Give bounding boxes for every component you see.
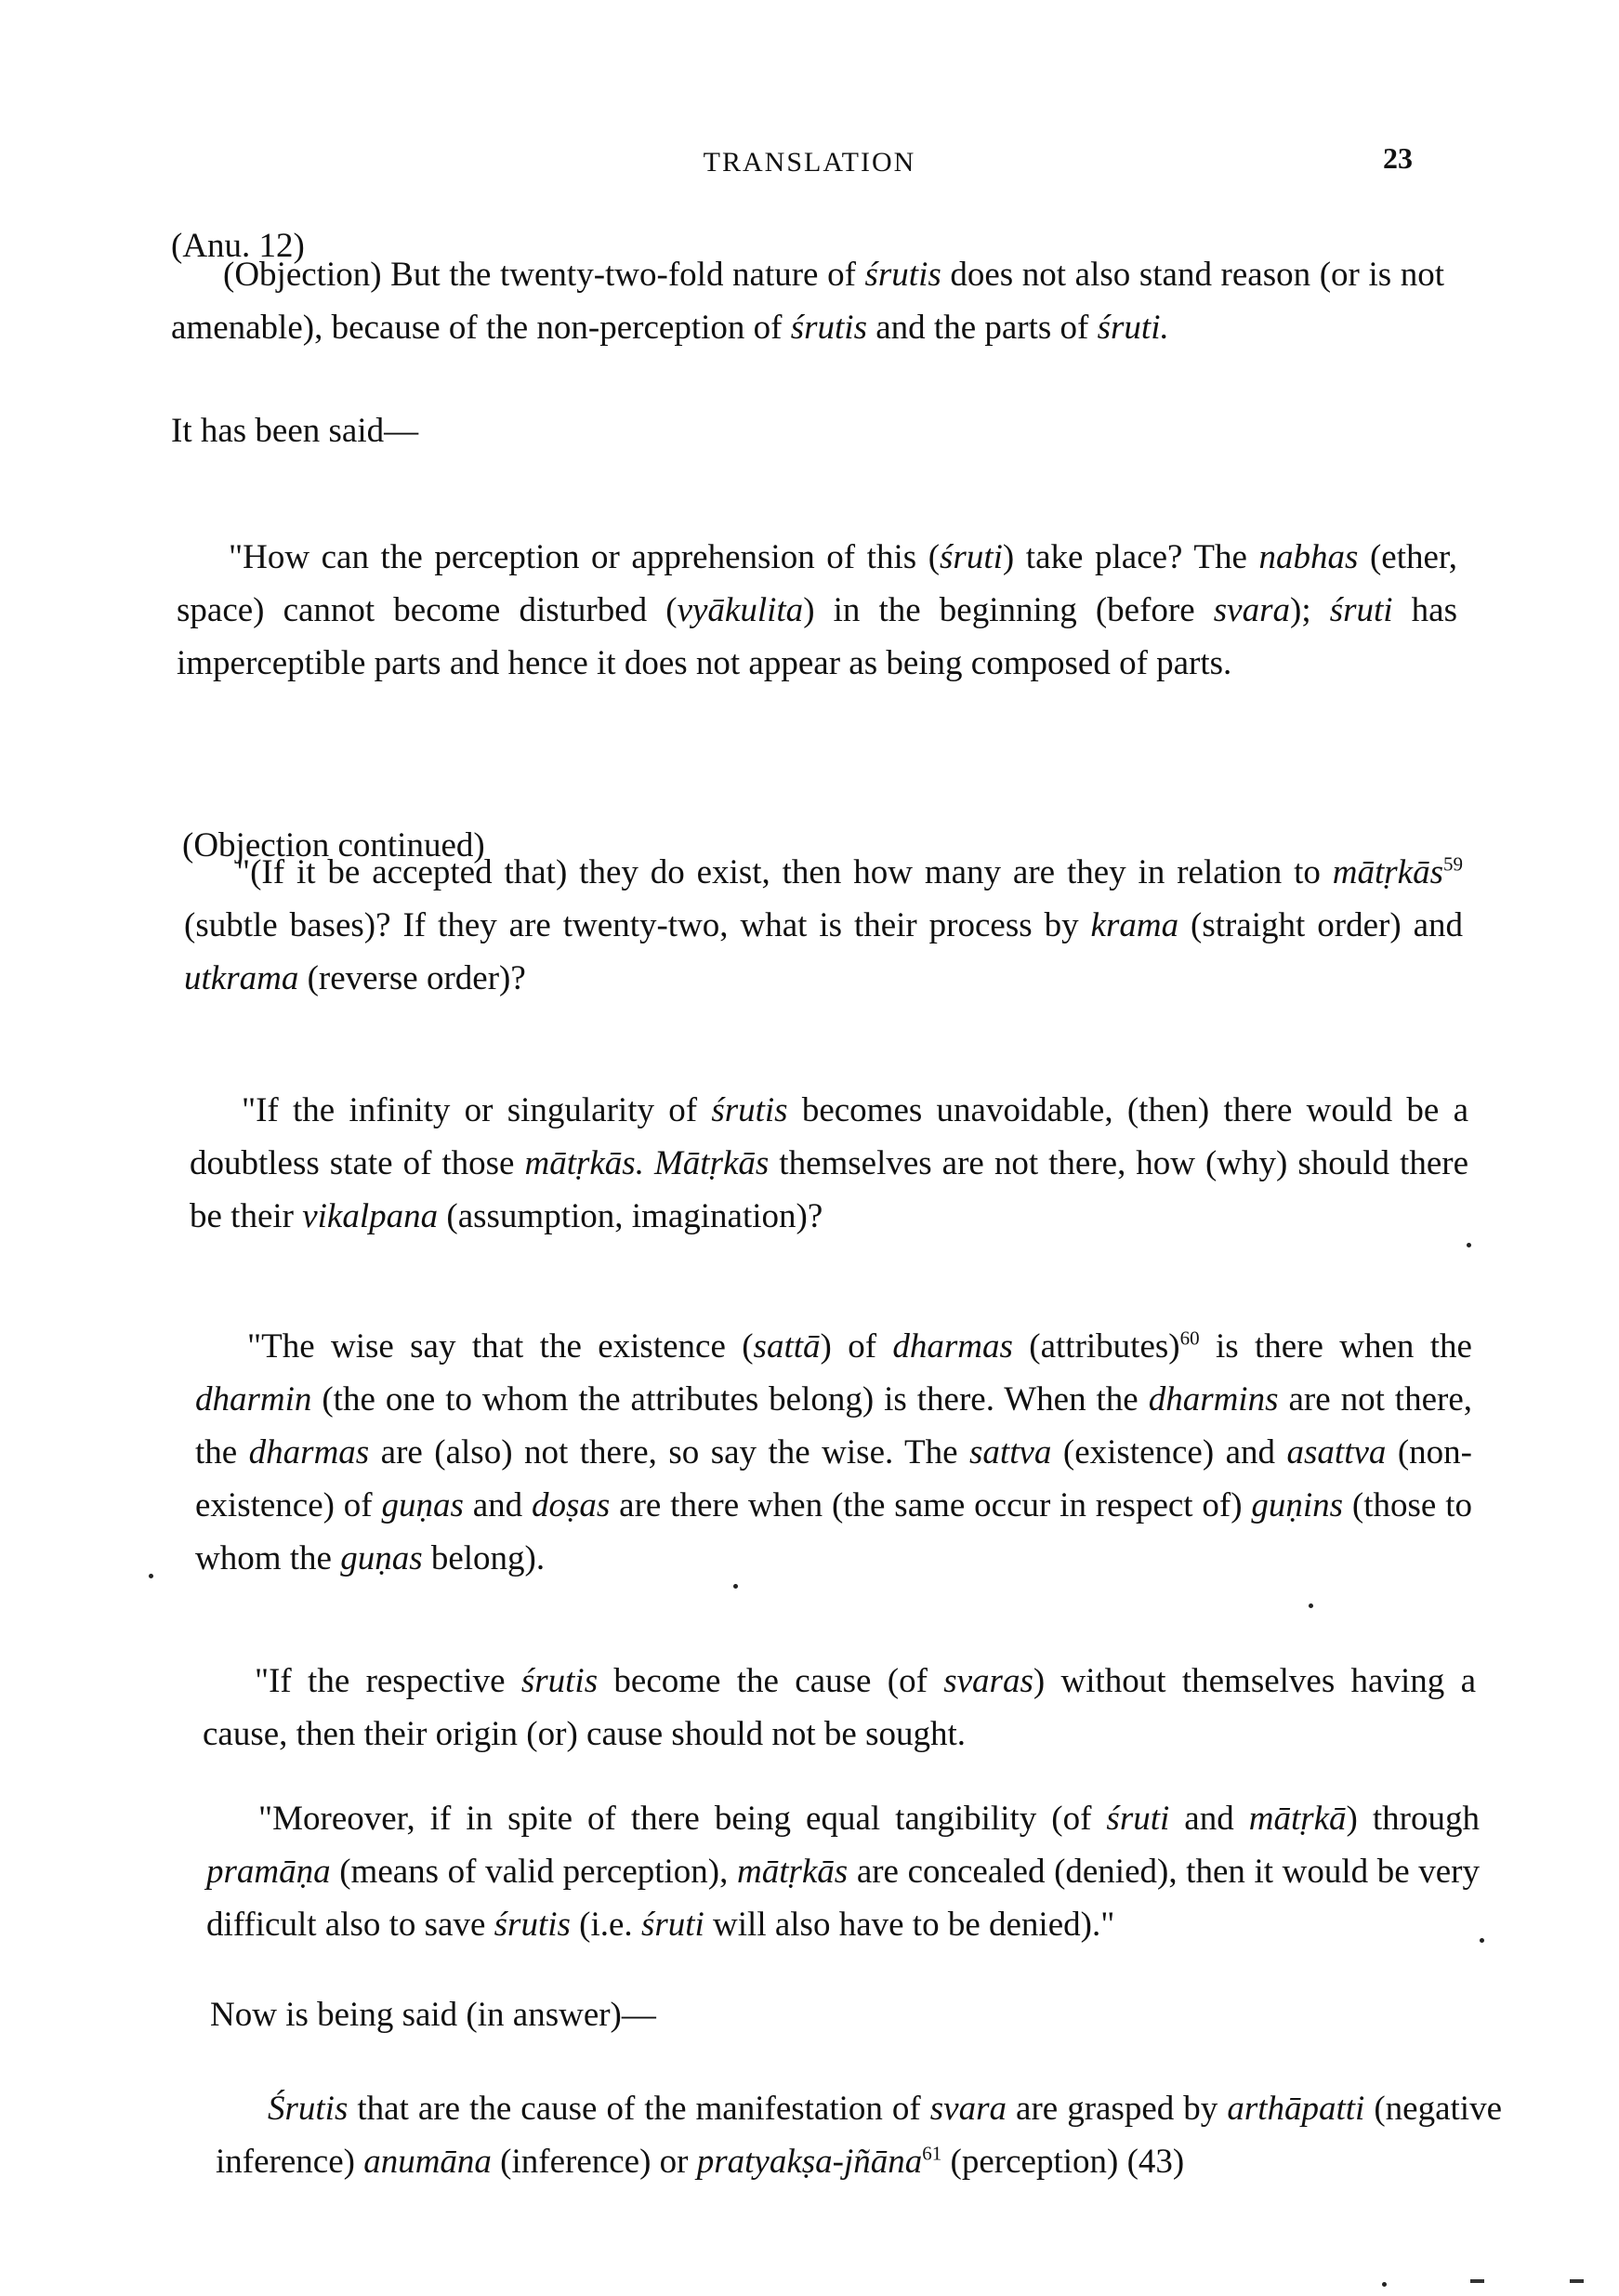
scan-speck <box>1467 1243 1471 1247</box>
section-label: (Objection continued) <box>182 826 485 864</box>
lead-in-line: It has been said— <box>171 412 419 450</box>
objection-paragraph: (Objection) But the twenty-two-fold nature of śrutis does not also stand reason (or is not amenable), because of the non-perception of śrutis and the parts of śruti. <box>171 256 1444 347</box>
footnote-ref: 60 <box>1179 1326 1200 1350</box>
footnote-ref: 59 <box>1443 852 1463 876</box>
quotation-paragraph: "The wise say that the existence (sattā) of dharmas (attributes)$^{60}$ is there when the dharmin (the one to whom the attributes belong) is there. When the dharmins are not there, the dharmas are (also) not there, so say the wise. The sattva (existence) and asattva (non-existence) of guṇas and doṣas are there when (the same occur in respect of) guṇins (those to whom the guṇas belong). <box>195 1326 1473 1577</box>
scan-speck <box>1570 2279 1584 2283</box>
running-head: TRANSLATION <box>703 147 916 178</box>
quotation-paragraph: "If the respective śrutis become the cause (of svaras) without themselves having a cause, then their origin (or) cause should not be sought. <box>203 1662 1476 1753</box>
scan-speck <box>1470 2279 1484 2283</box>
scan-speck <box>1382 2282 1387 2287</box>
scan-speck <box>149 1574 153 1578</box>
lead-in-line: Now is being said (in answer)— <box>210 1996 656 2034</box>
footnote-ref: 61 <box>922 2142 942 2165</box>
scan-speck <box>1309 1603 1313 1608</box>
quotation-paragraph: "Moreover, if in spite of there being equal tangibility (of śruti and mātṛkā) through pramāṇa (means of valid perception), mātṛkās are concealed (denied), then it would be very difficult also to save śrutis (i.e. śruti will also have to be denied)." <box>206 1800 1480 1944</box>
verse-paragraph: Śrutis that are the cause of the manifestation of svara are grasped by arthāpatti (negative inference) anumāna (inference) or pratyakṣa-jñāna$^{61}$ (perception) (43) <box>216 2090 1503 2181</box>
scan-speck <box>733 1584 738 1589</box>
quotation-paragraph: "How can the perception or apprehension of this (śruti) take place? The nabhas (ether, space) cannot become disturbed (vyākulita) in the beginning (before svara); śruti has imperceptible parts and hence it does not appear as being composed of parts. <box>177 538 1457 682</box>
quotation-paragraph: "If the infinity or singularity of śrutis becomes unavoidable, (then) there would be a doubtless state of those mātṛkās. Mātṛkās themselves are not there, how (why) should there be their vikalpana (assumption, imagination)? <box>190 1091 1468 1235</box>
scan-speck <box>1480 1938 1484 1943</box>
section-label: (Anu. 12) <box>171 227 305 265</box>
page-number: 23 <box>1383 141 1413 175</box>
quotation-paragraph: "(If it be accepted that) they do exist, then how many are they in relation to mātṛkās$^{59}$ (subtle bases)? If they are twenty-two, what is their process by krama (straight order) and utkrama (reverse order)? <box>184 852 1463 997</box>
